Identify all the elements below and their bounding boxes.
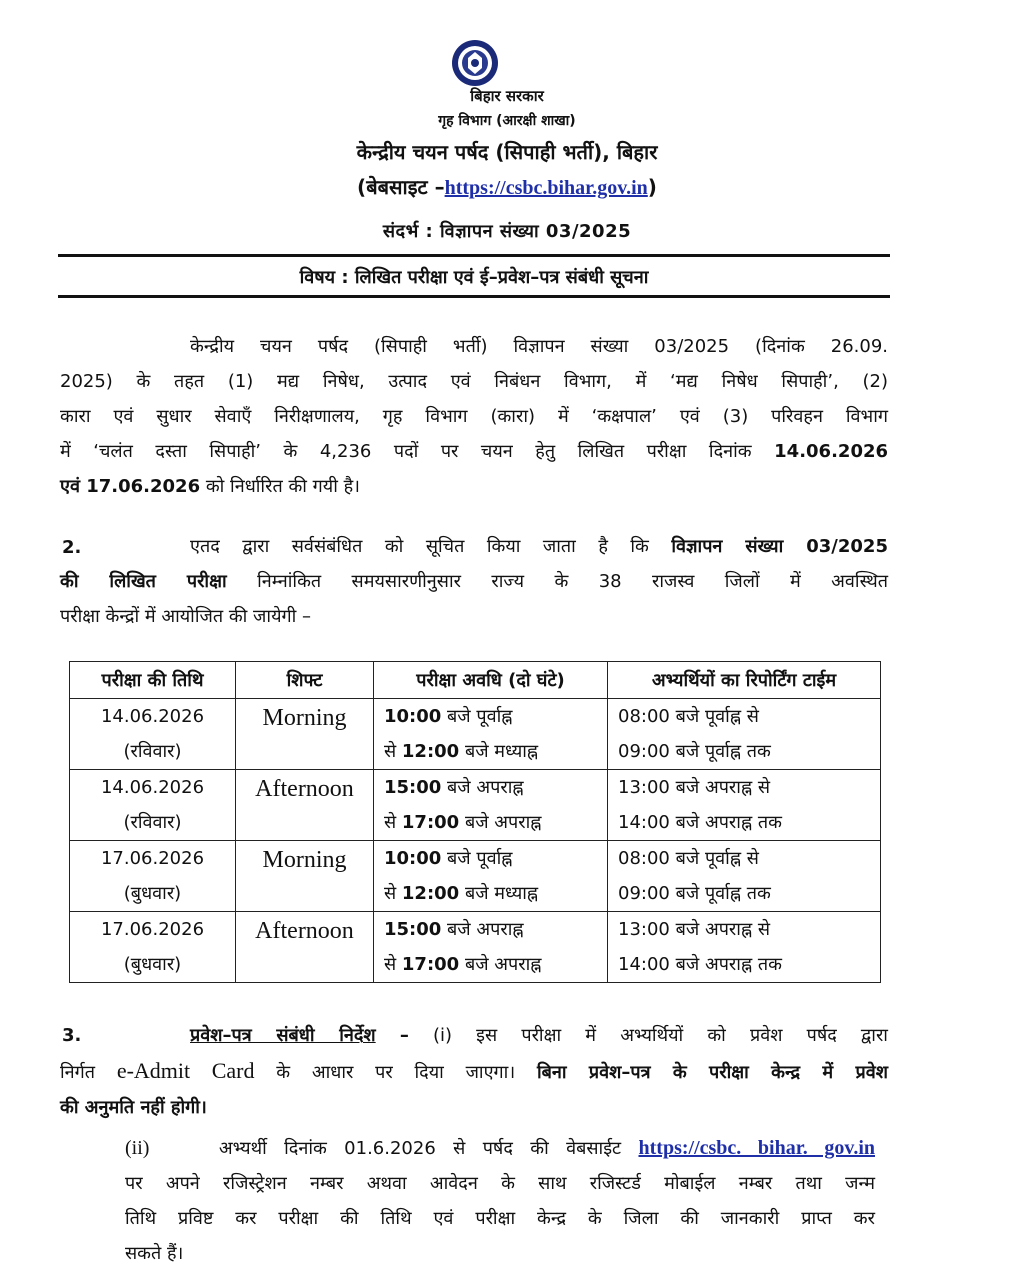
time-text: से <box>384 883 397 904</box>
time-text: बजे अपराह्न <box>464 954 542 975</box>
header-duration: परीक्षा अवधि (दो घंटे) <box>374 662 608 699</box>
start-time: 15:00 <box>384 919 442 940</box>
time-text: बजे पूर्वाह्न <box>447 706 513 727</box>
table-header-row <box>70 662 881 699</box>
paragraph-1 <box>60 329 888 504</box>
subject-line: विषय : लिखित परीक्षा एवं ई–प्रवेश–पत्र संबंधी सूचना <box>299 267 649 288</box>
day: (बुधवार) <box>123 883 182 904</box>
shift-cell: Morning <box>236 841 374 912</box>
exam-date-1: 14.06.2026 <box>774 441 889 462</box>
para3-line <box>60 1053 888 1090</box>
board-heading: केन्द्रीय चयन पर्षद (सिपाही भर्ती), बिहार <box>356 140 658 164</box>
reporting-from: 08:00 बजे पूर्वाह्न से <box>618 706 759 727</box>
para3-ii-line: सकते हैं। <box>125 1243 184 1264</box>
reporting-to: 09:00 बजे पूर्वाह्न तक <box>618 883 771 904</box>
reporting-cell <box>608 699 881 770</box>
website-link[interactable]: https://csbc.bihar.gov.in <box>444 177 648 199</box>
para3-text: के आधार पर दिया जाएगा। <box>276 1062 516 1083</box>
para2-number: 2. <box>62 537 82 558</box>
duration-cell <box>374 699 608 770</box>
website-link-2[interactable]: https://csbc. bihar. gov.in <box>638 1137 875 1159</box>
para3-text: निर्गत <box>60 1062 96 1083</box>
duration-cell <box>374 912 608 983</box>
para3-ii-line: तिथि प्रविष्ट कर परीक्षा की तिथि एवं परीक्षा केन्द्र के जिला की जानकारी प्राप्त कर <box>125 1208 875 1229</box>
duration-cell <box>374 841 608 912</box>
para3-text: (i) इस परीक्षा में अभ्यर्थियों को प्रवेश पर्षद द्वारा <box>432 1025 888 1046</box>
time-text: बजे मध्याह्न <box>464 741 539 762</box>
state-heading: बिहार सरकार <box>470 87 544 105</box>
date-cell <box>70 841 236 912</box>
website-prefix: (बेबसाइट – <box>357 175 445 199</box>
para2-line <box>60 529 888 564</box>
reporting-cell <box>608 841 881 912</box>
date-cell <box>70 770 236 841</box>
day: (बुधवार) <box>123 954 182 975</box>
duration-cell <box>374 770 608 841</box>
start-time: 10:00 <box>384 706 442 727</box>
header-date: परीक्षा की तिथि <box>70 662 236 699</box>
subject-box <box>58 254 890 298</box>
para2-text: एतद द्वारा सर्वसंबंधित को सूचित किया जाता है कि <box>190 536 649 557</box>
exam-schedule-table <box>69 661 881 983</box>
start-time: 15:00 <box>384 777 442 798</box>
para3-number: 3. <box>62 1025 82 1046</box>
admit-card-heading: प्रवेश–पत्र संबंधी निर्देश <box>190 1025 376 1046</box>
para2-bold: विज्ञापन संख्या 03/2025 <box>671 536 888 557</box>
e-admit-card-text: e-Admit Card <box>116 1058 255 1083</box>
date: 14.06.2026 <box>100 706 205 727</box>
shift-cell: Afternoon <box>236 770 374 841</box>
date: 17.06.2026 <box>100 848 205 869</box>
para2-bold: की लिखित परीक्षा <box>60 571 227 592</box>
time-text: से <box>384 741 397 762</box>
bihar-police-emblem-icon <box>450 38 500 88</box>
reporting-from: 08:00 बजे पूर्वाह्न से <box>618 848 759 869</box>
start-time: 10:00 <box>384 848 442 869</box>
heading-dash: – <box>399 1025 409 1046</box>
para1-line <box>60 469 888 504</box>
shift-cell: Afternoon <box>236 912 374 983</box>
reporting-to: 09:00 बजे पूर्वाह्न तक <box>618 741 771 762</box>
end-time: 17:00 <box>401 954 460 975</box>
para3-bold: की अनुमति नहीं होगी। <box>60 1097 207 1118</box>
day: (रविवार) <box>123 812 182 833</box>
para1-line <box>60 434 888 469</box>
para3-line <box>60 1018 888 1053</box>
para3-line <box>60 1090 888 1125</box>
paragraph-2 <box>60 529 888 634</box>
header-reporting: अभ्यर्थियों का रिपोर्टिंग टाईम <box>608 662 881 699</box>
time-text: से <box>384 812 397 833</box>
reporting-cell <box>608 770 881 841</box>
paragraph-3-ii <box>125 1131 875 1271</box>
table-row <box>70 841 881 912</box>
para1-line: 2025) के तहत (1) मद्य निषेध, उत्पाद एवं निबंधन विभाग, में ‘मद्य निषेध सिपाही’, (2) <box>60 371 888 392</box>
para2-line: परीक्षा केन्द्रों में आयोजित की जायेगी – <box>60 606 312 627</box>
time-text: से <box>384 954 397 975</box>
paragraph-3 <box>60 1018 888 1125</box>
reporting-cell <box>608 912 881 983</box>
para2-text: निम्नांकित समयसारणीनुसार राज्य के 38 राजस्व जिलों में अवस्थित <box>257 571 888 592</box>
reporting-to: 14:00 बजे अपराह्न तक <box>618 954 782 975</box>
sub-item-ii: (ii) <box>125 1137 150 1159</box>
date-cell <box>70 699 236 770</box>
website-suffix: ) <box>647 175 657 199</box>
time-text: बजे मध्याह्न <box>464 883 539 904</box>
reporting-from: 13:00 बजे अपराह्न से <box>618 919 771 940</box>
exam-date-2: एवं 17.06.2026 <box>60 476 201 497</box>
day: (रविवार) <box>123 741 182 762</box>
time-text: बजे पूर्वाह्न <box>447 848 513 869</box>
reporting-to: 14:00 बजे अपराह्न तक <box>618 812 782 833</box>
table-row <box>70 912 881 983</box>
date-cell <box>70 912 236 983</box>
para2-line <box>60 564 888 599</box>
para3-text: अभ्यर्थी दिनांक 01.6.2026 से पर्षद की वेबसाईट <box>218 1138 622 1159</box>
date: 17.06.2026 <box>100 919 205 940</box>
website-line <box>0 173 1014 200</box>
header-shift: शिफ्ट <box>236 662 374 699</box>
table-row <box>70 770 881 841</box>
time-text: बजे अपराह्न <box>447 777 524 798</box>
shift-cell: Morning <box>236 699 374 770</box>
reporting-from: 13:00 बजे अपराह्न से <box>618 777 771 798</box>
end-time: 12:00 <box>401 883 460 904</box>
department-heading: गृह विभाग (आरक्षी शाखा) <box>438 113 576 129</box>
time-text: बजे अपराह्न <box>447 919 524 940</box>
para3-bold: बिना प्रवेश–पत्र के परीक्षा केन्द्र में प्रवेश <box>536 1062 888 1083</box>
date: 14.06.2026 <box>100 777 205 798</box>
table-row <box>70 699 881 770</box>
para3-ii-line <box>125 1131 875 1166</box>
para3-ii-line: पर अपने रजिस्ट्रेशन नम्बर अथवा आवेदन के साथ रजिस्टर्ड मोबाईल नम्बर तथा जन्म <box>125 1173 875 1194</box>
para1-line: कारा एवं सुधार सेवाएँ निरीक्षणालय, गृह विभाग (कारा) में ‘कक्षपाल’ एवं (3) परिवहन विभाग <box>60 406 888 427</box>
para1-text: को निर्धारित की गयी है। <box>205 476 360 497</box>
end-time: 17:00 <box>401 812 460 833</box>
reference-line: संदर्भ : विज्ञापन संख्या 03/2025 <box>382 221 632 242</box>
para1-text: में ‘चलंत दस्ता सिपाही’ के 4,236 पदों पर चयन हेतु लिखित परीक्षा दिनांक <box>60 441 752 462</box>
end-time: 12:00 <box>401 741 460 762</box>
time-text: बजे अपराह्न <box>464 812 542 833</box>
para1-line: केन्द्रीय चयन पर्षद (सिपाही भर्ती) विज्ञापन संख्या 03/2025 (दिनांक 26.09. <box>190 336 888 357</box>
